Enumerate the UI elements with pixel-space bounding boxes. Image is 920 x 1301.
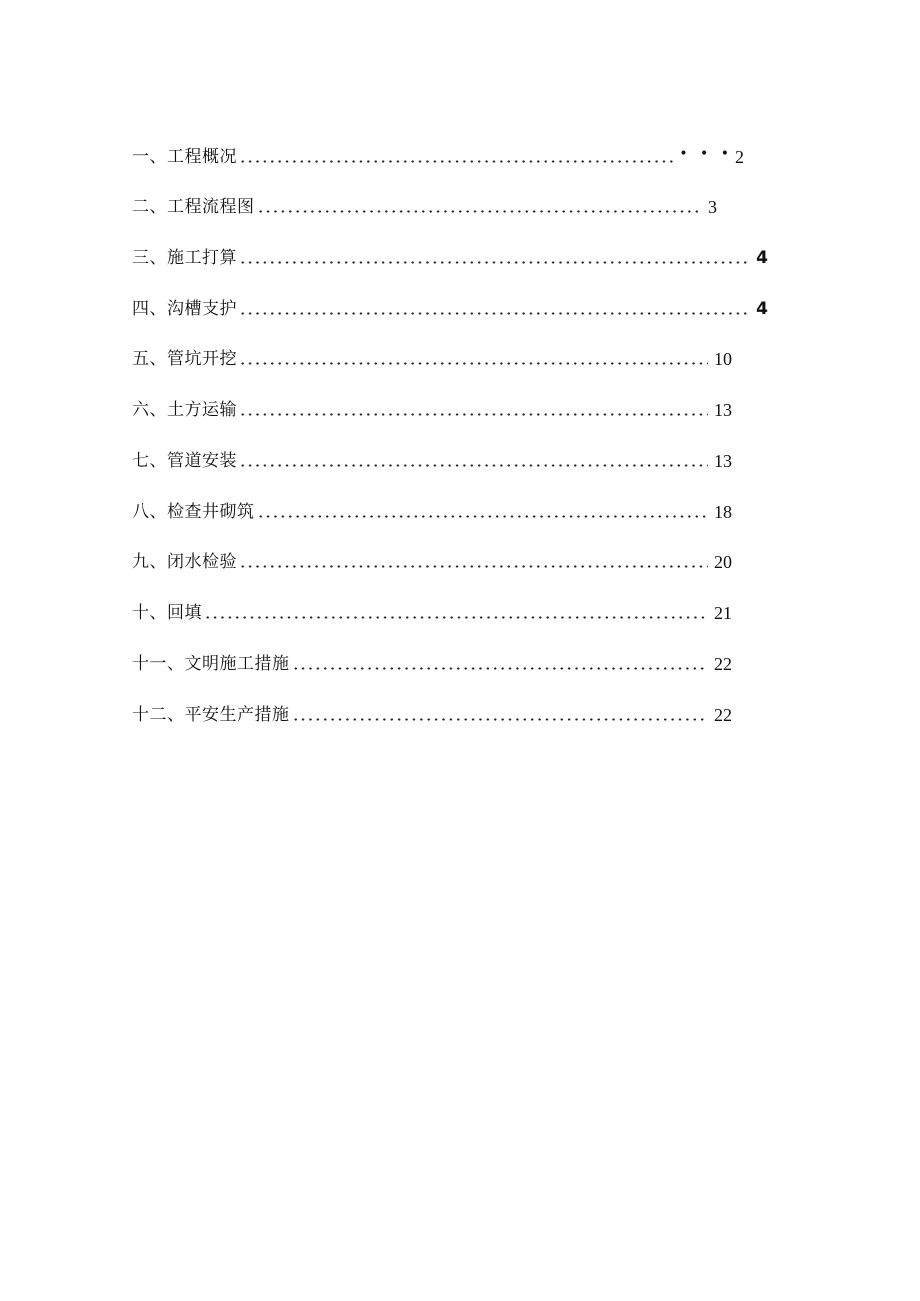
toc-entry-11[interactable] — [132, 648, 732, 674]
toc-entry-page: 20 — [714, 552, 732, 572]
toc-entry-7[interactable] — [132, 445, 732, 471]
dot-leader — [239, 464, 708, 467]
toc-entry-page: 4 — [756, 248, 768, 268]
toc-entry-page: 13 — [714, 400, 732, 420]
toc-entry-page: 18 — [714, 502, 732, 522]
toc-entry-page: 22 — [714, 654, 732, 674]
toc-entry-label: 十一、文明施工措施 — [132, 654, 290, 674]
bullet-leader: • • • — [679, 146, 733, 162]
toc-entry-page: 10 — [714, 349, 732, 369]
toc-entry-3[interactable] — [132, 242, 768, 268]
dot-leader — [292, 718, 709, 721]
toc-entry-page: 2 — [735, 147, 744, 167]
dot-leader — [239, 565, 708, 568]
toc-entry-page: 22 — [714, 705, 732, 725]
toc-entry-label: 三、施工打算 — [132, 248, 237, 268]
toc-entry-page: 13 — [714, 451, 732, 471]
dot-leader — [204, 616, 708, 619]
dot-leader — [257, 515, 709, 518]
toc-entry-10[interactable] — [132, 597, 732, 623]
toc-entry-label: 六、土方运输 — [132, 400, 237, 420]
toc-entry-8[interactable] — [132, 496, 732, 522]
toc-entry-label: 七、管道安装 — [132, 451, 237, 471]
toc-entry-label: 一、工程概况 — [132, 147, 237, 167]
toc-entry-page: 3 — [708, 197, 717, 217]
dot-leader — [292, 667, 709, 670]
toc-entry-label: 五、管坑开挖 — [132, 349, 237, 369]
toc-entry-5[interactable] — [132, 343, 732, 369]
dot-leader — [239, 312, 750, 315]
toc-entry-2[interactable] — [132, 191, 717, 217]
toc-entry-label: 四、沟槽支护 — [132, 299, 237, 319]
toc-entry-page: 21 — [714, 603, 732, 623]
toc-entry-page: 4 — [756, 299, 768, 319]
toc-entry-label: 九、闭水检验 — [132, 552, 237, 572]
dot-leader — [239, 362, 708, 365]
toc-entry-label: 十二、平安生产措施 — [132, 705, 290, 725]
toc-entry-label: 二、工程流程图 — [132, 197, 255, 217]
toc-entry-9[interactable] — [132, 546, 732, 572]
toc-entry-label: 八、检查井砌筑 — [132, 502, 255, 522]
dot-leader — [239, 261, 750, 264]
toc-entry-6[interactable] — [132, 394, 732, 420]
dot-leader — [257, 210, 703, 213]
toc-entry-4[interactable] — [132, 293, 768, 319]
toc-entry-12[interactable] — [132, 699, 732, 725]
toc-entry-1[interactable] — [132, 141, 744, 167]
dot-leader — [239, 413, 708, 416]
toc-entry-label: 十、回填 — [132, 603, 202, 623]
dot-leader — [239, 160, 677, 163]
